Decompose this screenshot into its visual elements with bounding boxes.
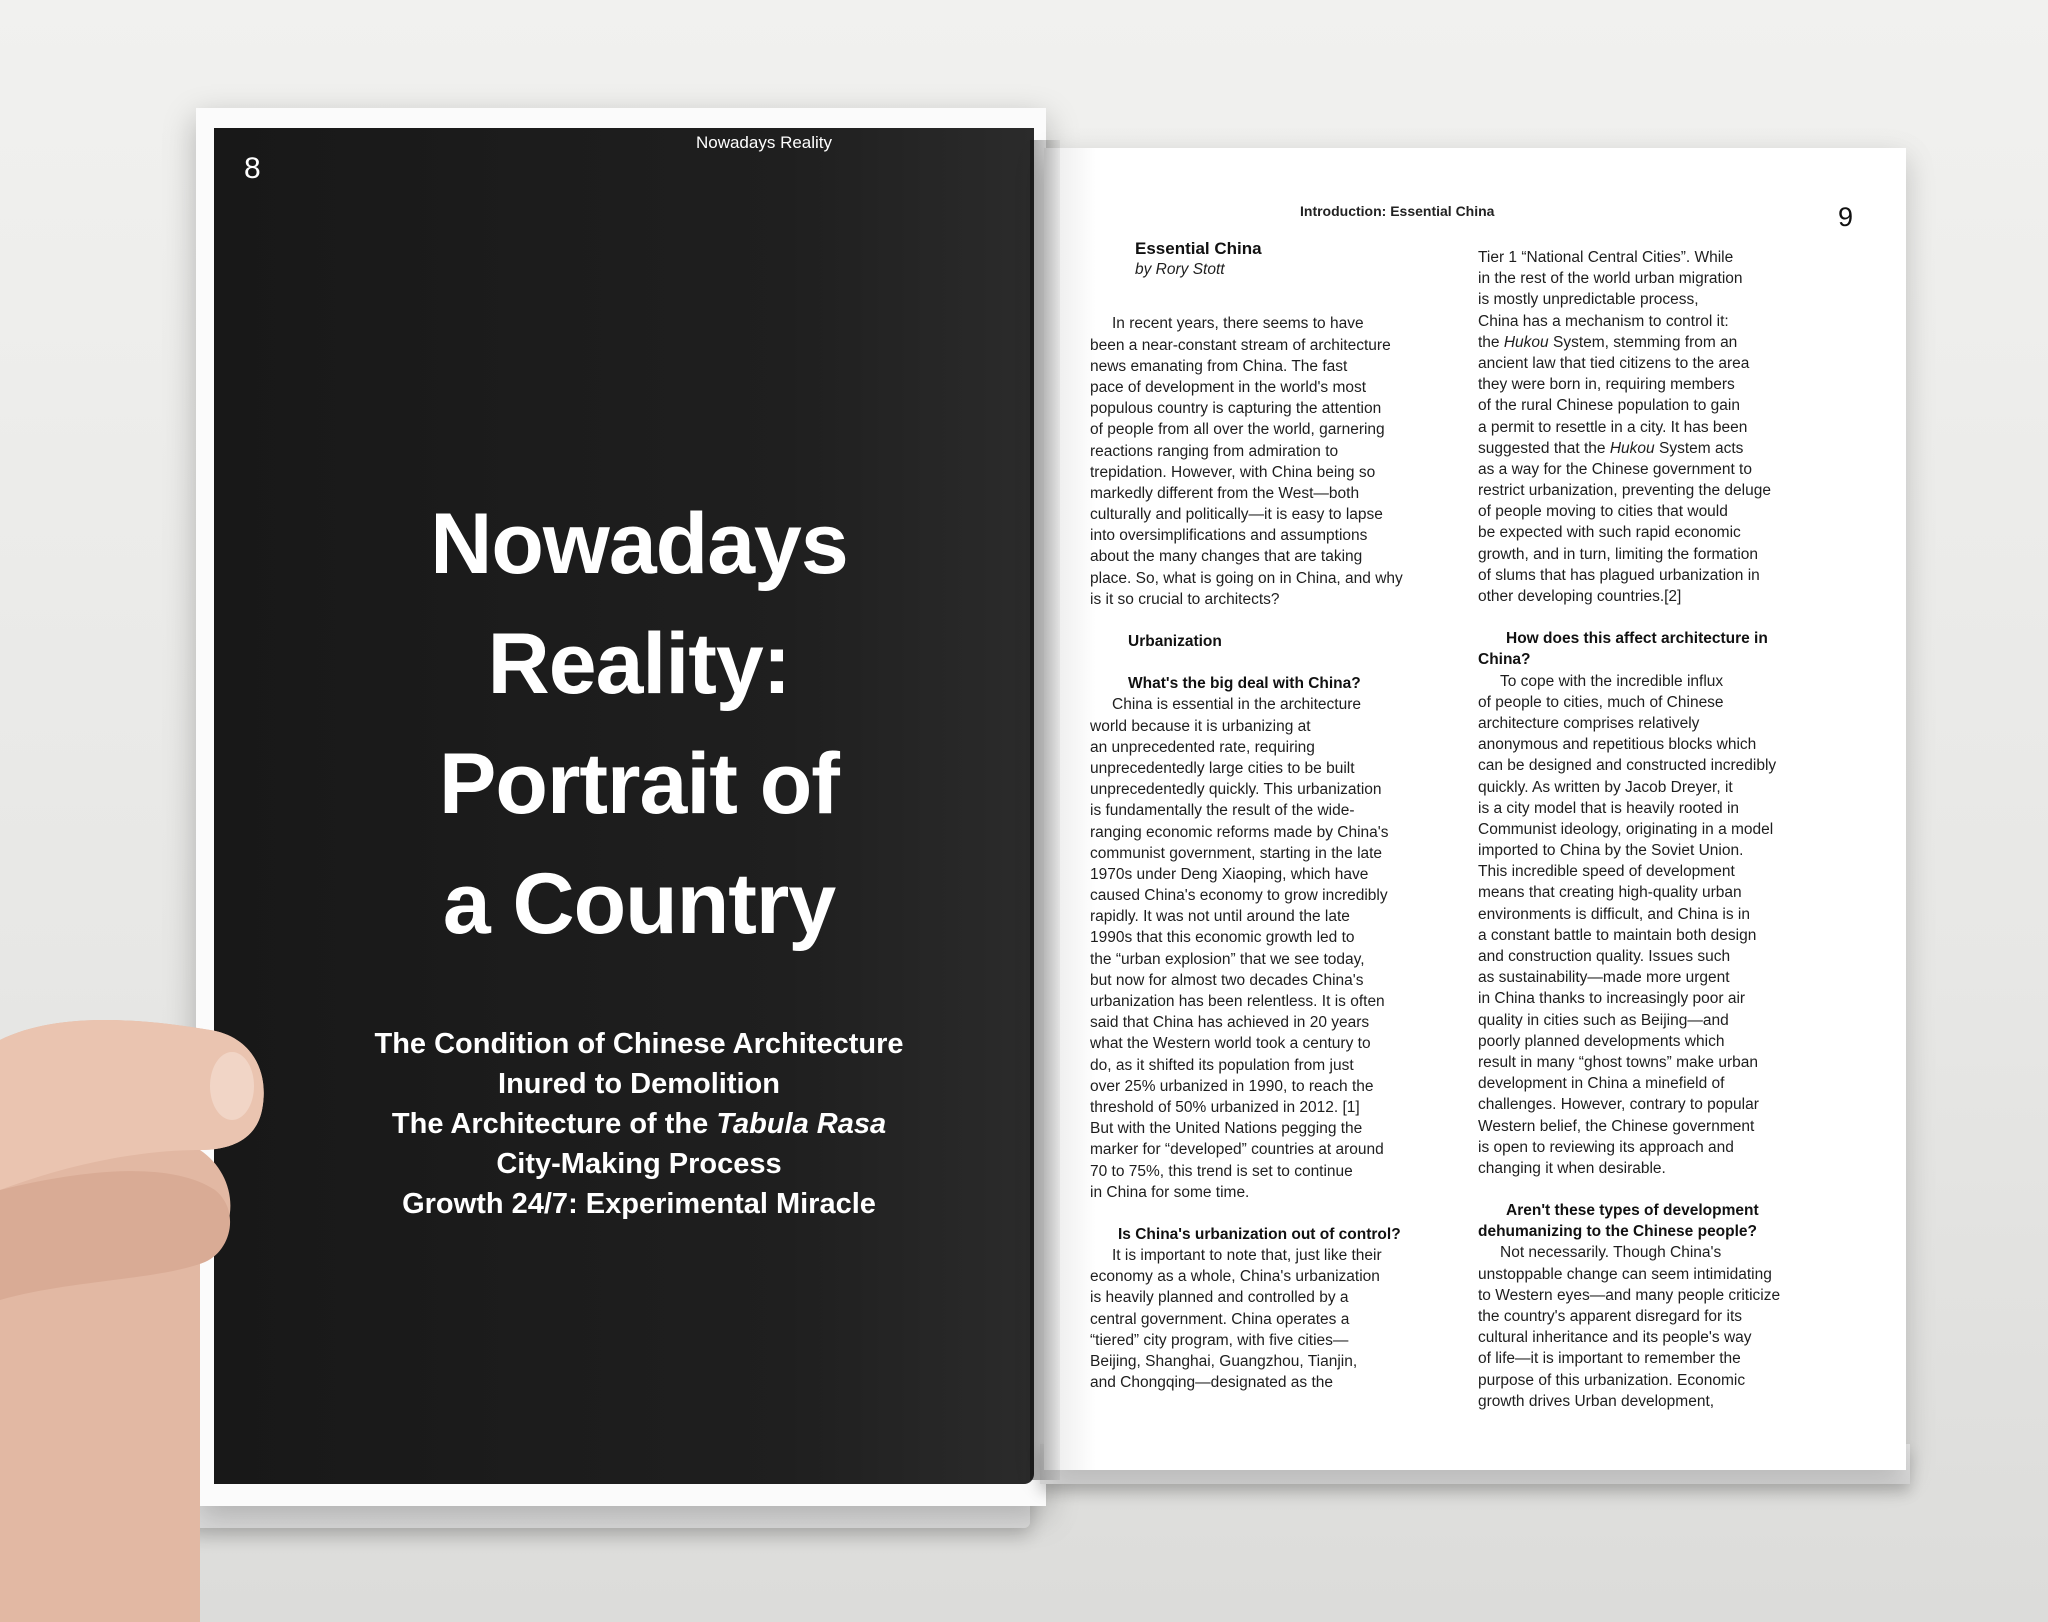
text-line: Beijing, Shanghai, Guangzhou, Tianjin, xyxy=(1090,1353,1358,1370)
text-line: be expected with such rapid economic xyxy=(1478,524,1741,542)
text-line: of life—it is important to remember the xyxy=(1478,1350,1741,1368)
text-line: culturally and politically—it is easy to lapse xyxy=(1090,506,1383,524)
text-line: they were born in, requiring members xyxy=(1478,376,1735,394)
text-line: can be designed and constructed incredibly xyxy=(1478,757,1777,775)
text-line: of the rural Chinese population to gain xyxy=(1478,397,1740,415)
text-line: what the Western world took a century to xyxy=(1090,1035,1371,1053)
text-line: of people to cities, much of Chinese xyxy=(1478,693,1724,711)
text-line: of slums that has plagued urbanization in xyxy=(1478,566,1760,584)
text-line: as a way for the Chinese government to xyxy=(1478,460,1752,478)
paragraph xyxy=(1478,353,1853,438)
chapter-item: The Condition of Chinese Architecture xyxy=(374,1028,904,1060)
question-heading: What's the big deal with China? xyxy=(1128,675,1361,693)
text-line: development in China a minefield of xyxy=(1478,1075,1725,1093)
right-running-head: Introduction: Essential China xyxy=(1300,203,1495,219)
text-line: the Hukou System, stemming from an xyxy=(1478,333,1738,351)
left-page-number: 8 xyxy=(244,152,261,185)
text-line: is a city model that is heavily rooted in xyxy=(1478,799,1740,817)
chapter-list xyxy=(334,1024,944,1224)
right-page-number: 9 xyxy=(1838,202,1854,232)
text-line: other developing countries.[2] xyxy=(1478,588,1682,605)
text-line: been a near-constant stream of architecture xyxy=(1090,336,1391,354)
text-line: is open to reviewing its approach and xyxy=(1478,1138,1734,1156)
text-line: populous country is capturing the attention xyxy=(1090,400,1382,418)
text-line: Western belief, the Chinese government xyxy=(1478,1117,1755,1135)
text-line: caused China's economy to grow incredibly xyxy=(1090,887,1388,905)
text-line: rapidly. It was not until around the late xyxy=(1090,908,1350,926)
text-line: anonymous and repetitious blocks which xyxy=(1478,736,1757,754)
text-line: quality in cities such as Beijing—and xyxy=(1478,1011,1729,1029)
text-line: in China for some time. xyxy=(1090,1183,1250,1201)
text-line: reactions ranging from admiration to xyxy=(1090,442,1339,460)
text-line: is fundamentally the result of the wide- xyxy=(1090,802,1355,820)
text-line: a permit to resettle in a city. It has been xyxy=(1478,418,1748,436)
hand-photo xyxy=(0,1000,300,1622)
text-line: in the rest of the world urban migration xyxy=(1478,270,1743,288)
text-line: But with the United Nations pegging the xyxy=(1090,1120,1363,1138)
text-line: is it so crucial to architects? xyxy=(1090,590,1280,608)
text-line: China has a mechanism to control it: xyxy=(1478,312,1729,330)
text-line: unstoppable change can seem intimidating xyxy=(1478,1265,1772,1283)
text-line: To cope with the incredible influx xyxy=(1500,672,1724,690)
section-heading: Urbanization xyxy=(1128,633,1222,650)
title-line: Nowadays xyxy=(430,496,848,592)
text-line: world because it is urbanizing at xyxy=(1090,717,1311,735)
text-line: 1990s that this economic growth led to xyxy=(1090,929,1355,947)
title-line: Portrait of xyxy=(439,736,839,832)
paragraph xyxy=(1090,313,1450,610)
text-line: challenges. However, contrary to popular xyxy=(1478,1096,1759,1114)
text-line: the country's apparent disregard for its xyxy=(1478,1308,1743,1325)
text-line: said that China has achieved in 20 years xyxy=(1090,1014,1370,1032)
chapter-item: Inured to Demolition xyxy=(498,1068,780,1100)
text-line: pace of development in the world's most xyxy=(1090,378,1367,396)
text-line: of people from all over the world, garnering xyxy=(1090,421,1385,439)
text-line: and Chongqing—designated as the xyxy=(1090,1374,1334,1392)
text-line: in China thanks to increasingly poor air xyxy=(1478,990,1746,1008)
text-line: Not necessarily. Though China's xyxy=(1500,1244,1722,1262)
text-line: but now for almost two decades China's xyxy=(1090,971,1364,989)
text-line: is heavily planned and controlled by a xyxy=(1090,1289,1349,1307)
text-line: quickly. As written by Jacob Dreyer, it xyxy=(1478,778,1733,796)
text-line: into oversimplifications and assumptions xyxy=(1090,527,1368,545)
text-line: threshold of 50% urbanized in 2012. [1] xyxy=(1090,1098,1360,1116)
text-line: do, as it shifted its population from just xyxy=(1090,1056,1354,1074)
question-heading: dehumanizing to the Chinese people? xyxy=(1478,1223,1758,1241)
text-line: as sustainability—made more urgent xyxy=(1478,969,1730,987)
text-line: restrict urbanization, preventing the deluge xyxy=(1478,482,1771,500)
chapter-item: City-Making Process xyxy=(496,1148,782,1180)
text-line: This incredible speed of development xyxy=(1478,863,1735,881)
text-line: environments is difficult, and China is in xyxy=(1478,905,1750,923)
text-line: trepidation. However, with China being so xyxy=(1090,463,1376,481)
text-line: of people moving to cities that would xyxy=(1478,503,1728,521)
text-line: Communist ideology, originating in a model xyxy=(1478,820,1774,838)
text-line: architecture comprises relatively xyxy=(1478,714,1700,732)
page-title xyxy=(334,484,944,964)
text-line: means that creating high-quality urban xyxy=(1478,884,1742,902)
text-line: a constant battle to maintain both design xyxy=(1478,926,1757,944)
text-line: purpose of this urbanization. Economic xyxy=(1478,1371,1746,1389)
text-line: growth drives Urban development, xyxy=(1478,1392,1715,1410)
text-line: urbanization has been relentless. It is often xyxy=(1090,993,1385,1010)
text-line: to Western eyes—and many people criticize xyxy=(1478,1286,1781,1304)
text-line: China is essential in the architecture xyxy=(1112,696,1361,714)
paragraph xyxy=(1478,1242,1853,1412)
text-line: economy as a whole, China's urbanization xyxy=(1090,1268,1380,1286)
text-line: 70 to 75%, this trend is set to continue xyxy=(1090,1162,1353,1180)
text-line: unprecedentedly large cities to be built xyxy=(1090,759,1355,777)
text-line: marker for “developed” countries at around xyxy=(1090,1141,1384,1159)
text-line: In recent years, there seems to have xyxy=(1112,315,1364,333)
title-line: a Country xyxy=(442,856,836,952)
text-line: markedly different from the West—both xyxy=(1090,484,1360,502)
text-line: suggested that the Hukou System acts xyxy=(1478,439,1744,457)
text-line: changing it when desirable. xyxy=(1478,1159,1666,1177)
text-line: central government. China operates a xyxy=(1090,1310,1350,1328)
text-line: place. So, what is going on in China, and why xyxy=(1090,569,1403,587)
text-line: growth, and in turn, limiting the formation xyxy=(1478,545,1758,563)
text-line: the “urban explosion” that we see today, xyxy=(1090,950,1365,968)
left-running-head: Nowadays Reality xyxy=(695,133,833,152)
text-line: about the many changes that are taking xyxy=(1090,548,1363,566)
article-byline: by Rory Stott xyxy=(1135,261,1225,279)
text-line: unprecedentedly quickly. This urbanization xyxy=(1090,781,1382,799)
chapter-item: The Architecture of the Tabula Rasa xyxy=(391,1108,887,1140)
text-line: over 25% urbanized in 1990, to reach the xyxy=(1090,1077,1374,1095)
question-heading: Aren't these types of development xyxy=(1506,1202,1759,1220)
text-line: Tier 1 “National Central Cities”. While xyxy=(1478,249,1734,266)
text-line: ancient law that tied citizens to the area xyxy=(1478,354,1750,372)
book-gutter xyxy=(1030,140,1060,1480)
chapter-item: Growth 24/7: Experimental Miracle xyxy=(402,1188,876,1220)
question-heading: China? xyxy=(1478,651,1531,669)
text-line: “tiered” city program, with five cities— xyxy=(1090,1331,1349,1349)
text-column-right xyxy=(1478,247,1853,1412)
text-line: poorly planned developments which xyxy=(1478,1032,1725,1050)
text-line: cultural inheritance and its people's way xyxy=(1478,1329,1752,1347)
text-line: news emanating from China. The fast xyxy=(1090,357,1348,375)
text-column-left xyxy=(1090,238,1450,1393)
text-line: result in many “ghost towns” make urban xyxy=(1478,1053,1758,1071)
text-line: an unprecedented rate, requiring xyxy=(1090,738,1315,756)
paragraph xyxy=(1478,671,1853,1180)
paragraph xyxy=(1478,459,1853,607)
text-line: communist government, starting in the late xyxy=(1090,844,1383,862)
text-line: 1970s under Deng Xiaoping, which have xyxy=(1090,865,1369,883)
paragraph xyxy=(1090,694,1450,1203)
title-line: Reality: xyxy=(487,616,791,712)
question-heading: Is China's urbanization out of control? xyxy=(1118,1225,1401,1243)
text-line: ranging economic reforms made by China's xyxy=(1090,823,1389,841)
article-title: Essential China xyxy=(1135,239,1262,258)
text-line: imported to China by the Soviet Union. xyxy=(1478,842,1744,860)
text-line: and construction quality. Issues such xyxy=(1478,948,1731,965)
paragraph xyxy=(1478,247,1853,332)
question-heading: How does this affect architecture in xyxy=(1506,630,1768,648)
paragraph xyxy=(1090,1245,1450,1393)
text-line: It is important to note that, just like their xyxy=(1112,1247,1382,1265)
text-line: is mostly unpredictable process, xyxy=(1478,291,1699,309)
